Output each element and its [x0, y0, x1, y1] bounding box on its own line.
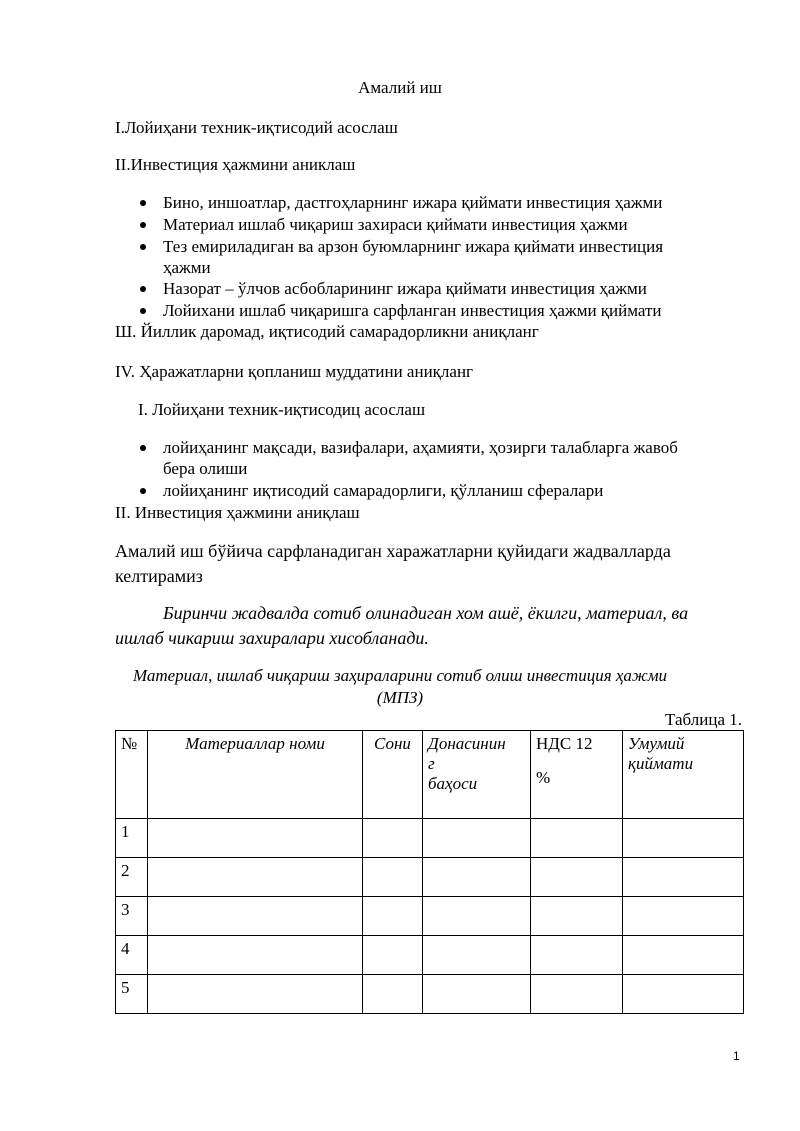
- list-item-continuation: ҳажми: [163, 258, 211, 277]
- list-item: Бино, иншоатлар, дастгоҳларнинг ижара қиймати инвестиция ҳажми: [163, 193, 663, 212]
- list-item: лойиҳанинг мақсади, вазифалари, аҳамияти, ҳозирги талабларга жавоб: [163, 438, 678, 457]
- row-number-cell: 2: [116, 858, 148, 897]
- table-cell: [531, 936, 623, 975]
- table-cell: [623, 936, 744, 975]
- italic-paragraph-line-1: Биринчи жадвалда сотиб олинадиган хом ашё, ёкилги, материал, ва: [163, 603, 689, 623]
- table-cell: [531, 975, 623, 1014]
- section-heading-5: I. Лойиҳани техник-иқтисодиц асослаш: [138, 400, 426, 419]
- header-text: Донасинин: [428, 734, 506, 753]
- table-caption-line-2: (МПЗ): [376, 688, 424, 707]
- section-heading-4: IV. Ҳаражатларни қопланиш муддатини аниқланг: [115, 362, 474, 381]
- table-cell: [148, 858, 363, 897]
- list-item-continuation: бера олиши: [163, 459, 248, 478]
- page-number: 1: [733, 1049, 740, 1063]
- header-cell-material-name: Материаллар номи: [148, 731, 363, 819]
- table-cell: [423, 975, 531, 1014]
- list-item: Тез емириладиган ва арзон буюмларнинг ижара қиймати инвестиция: [163, 237, 664, 256]
- section-heading-3: Ш. Йиллик даромад, иқтисодий самарадорликни аниқланг: [115, 322, 539, 341]
- bullet-icon: [140, 222, 146, 228]
- table-cell: [363, 858, 423, 897]
- list-item: Назорат – ўлчов асбобларининг ижара қиймати инвестиция ҳажми: [163, 279, 647, 298]
- table-cell: [531, 897, 623, 936]
- bullet-icon: [140, 200, 146, 206]
- bullet-icon: [140, 445, 146, 451]
- row-number-cell: 4: [116, 936, 148, 975]
- list-item: Лойихани ишлаб чиқаришга сарфланган инвестиция ҳажми қиймати: [163, 301, 662, 320]
- table-cell: [423, 936, 531, 975]
- list-item: лойиҳанинг иқтисодий самарадорлиги, қўлланиш сфералари: [163, 481, 604, 500]
- header-cell-vat: [531, 731, 623, 819]
- table-cell: [363, 819, 423, 858]
- table-cell: [623, 975, 744, 1014]
- table-row: [116, 936, 744, 975]
- header-cell-total: [623, 731, 744, 819]
- header-text: қиймати: [628, 754, 694, 773]
- table-row: [116, 858, 744, 897]
- header-text: г: [428, 754, 435, 773]
- table-cell: [363, 936, 423, 975]
- table-header-row: [116, 731, 744, 819]
- bullet-icon: [140, 488, 146, 494]
- header-cell-unit-price: [423, 731, 531, 819]
- header-text: баҳоси: [428, 774, 478, 793]
- table-cell: [623, 858, 744, 897]
- header-text: НДС 12: [536, 734, 593, 753]
- table-row: [116, 819, 744, 858]
- section-heading-1: I.Лойиҳани техник-иқтисодий асослаш: [115, 118, 398, 137]
- table-cell: [363, 975, 423, 1014]
- section-heading-6: II. Инвестиция ҳажмини аниқлаш: [115, 503, 360, 522]
- table-row: [116, 975, 744, 1014]
- investment-table: [115, 730, 744, 1014]
- row-number-cell: 5: [116, 975, 148, 1014]
- row-number-cell: 1: [116, 819, 148, 858]
- table-cell: [531, 858, 623, 897]
- table-cell: [423, 858, 531, 897]
- bullet-icon: [140, 286, 146, 292]
- table-label: Таблица 1.: [665, 710, 742, 729]
- table-cell: [623, 819, 744, 858]
- table-cell: [363, 897, 423, 936]
- table-cell: [531, 819, 623, 858]
- header-cell-quantity: Сони: [363, 731, 423, 819]
- italic-paragraph-line-2: ишлаб чикариш захиралари хисобланади.: [115, 628, 429, 648]
- header-text: Умумий: [628, 734, 685, 753]
- table-cell: [148, 936, 363, 975]
- table-cell: [423, 819, 531, 858]
- intro-paragraph-line-1: Амалий иш бўйича сарфланадиган харажатларни қуйидаги жадвалларда: [115, 541, 671, 561]
- table-cell: [148, 975, 363, 1014]
- document-title: Амалий иш: [358, 78, 442, 97]
- bullet-icon: [140, 244, 146, 250]
- table-row: [116, 897, 744, 936]
- table-cell: [623, 897, 744, 936]
- section-heading-2: II.Инвестиция ҳажмини аниклаш: [115, 155, 356, 174]
- intro-paragraph-line-2: келтирамиз: [115, 566, 203, 586]
- table-cell: [148, 897, 363, 936]
- table-cell: [148, 819, 363, 858]
- header-cell-number: №: [116, 731, 148, 819]
- table-caption-line-1: Материал, ишлаб чиқариш заҳираларини сотиб олиш инвестиция ҳажми: [132, 666, 668, 685]
- table-cell: [423, 897, 531, 936]
- header-text: %: [536, 768, 551, 787]
- list-item: Материал ишлаб чиқариш захираси қиймати инвестиция ҳажми: [163, 215, 628, 234]
- bullet-icon: [140, 308, 146, 314]
- row-number-cell: 3: [116, 897, 148, 936]
